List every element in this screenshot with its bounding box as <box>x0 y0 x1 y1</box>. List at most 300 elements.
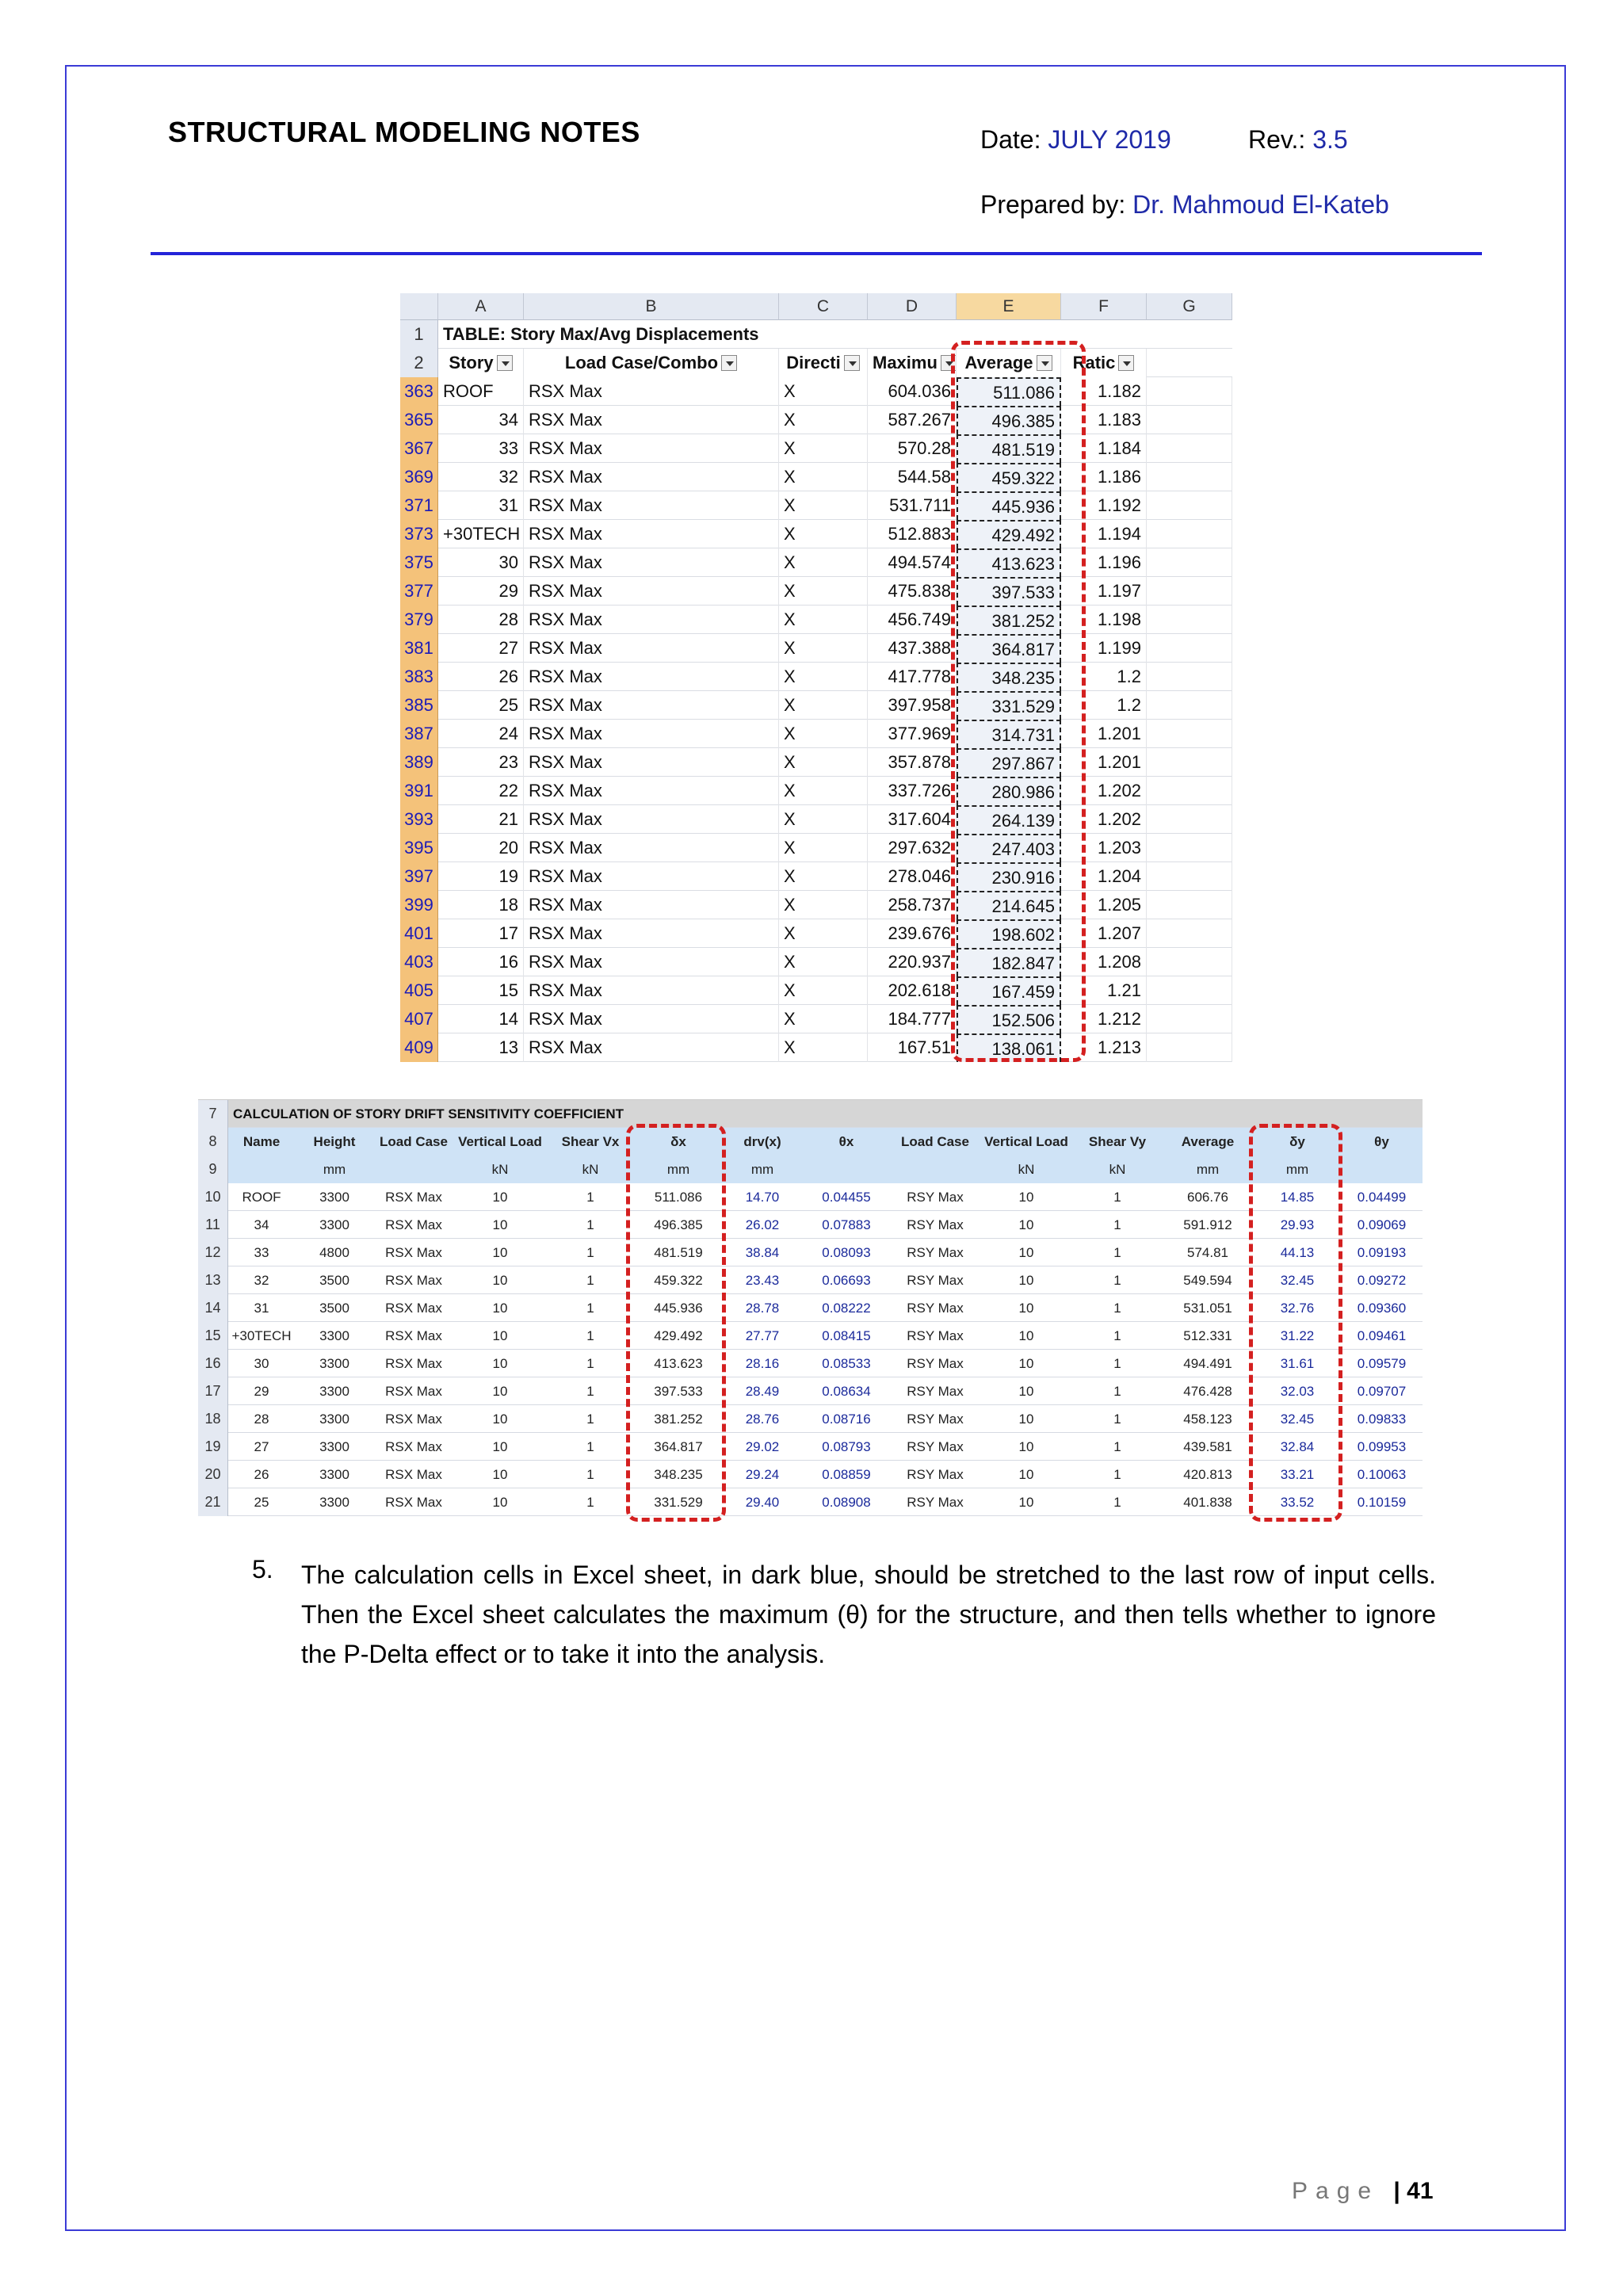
empty-cell <box>1147 720 1232 748</box>
row-number: 16 <box>198 1350 228 1377</box>
load-case-cell: RSX Max <box>524 748 779 777</box>
table-row <box>198 1433 1423 1461</box>
load-case-cell: RSX Max <box>524 720 779 748</box>
data-cell: 420.813 <box>1183 1467 1232 1482</box>
header-divider <box>151 252 1482 255</box>
empty-cell <box>1147 777 1232 805</box>
column-header: Load Case <box>374 1128 453 1156</box>
data-cell: 1 <box>1113 1467 1121 1482</box>
story-cell: 29 <box>438 577 524 606</box>
data-cell: 1 <box>586 1356 594 1371</box>
data-cell: 0.09360 <box>1357 1301 1407 1316</box>
row-number: 399 <box>400 891 438 919</box>
data-cell: 512.331 <box>1183 1328 1232 1343</box>
row-number: 14 <box>198 1294 228 1322</box>
filter-dropdown-icon[interactable] <box>844 355 860 371</box>
maximum-cell: 604.036 <box>868 377 957 406</box>
empty-cell <box>1147 748 1232 777</box>
data-cell: 549.594 <box>1183 1273 1232 1288</box>
average-cell: 459.322 <box>957 463 1061 491</box>
load-case-cell: RSX Max <box>524 520 779 548</box>
direction-cell: X <box>779 862 868 891</box>
data-cell: 10 <box>492 1495 508 1510</box>
story-cell: 28 <box>438 606 524 634</box>
table-row <box>198 1266 1423 1294</box>
row-number: 401 <box>400 919 438 948</box>
column-header: Shear Vy <box>1073 1128 1162 1156</box>
column-header-cell <box>868 349 957 377</box>
data-cell: ROOF <box>242 1190 281 1205</box>
data-cell: 23.43 <box>745 1273 780 1288</box>
data-cell: 10 <box>1018 1467 1034 1482</box>
direction-cell: X <box>779 663 868 691</box>
data-cell: 10 <box>492 1467 508 1482</box>
prepared-value: Dr. Mahmoud El-Kateb <box>1132 190 1389 219</box>
table-row <box>400 748 1232 777</box>
load-case-cell: RSX Max <box>524 862 779 891</box>
empty-cell <box>1147 548 1232 577</box>
empty-cell <box>1147 1033 1232 1062</box>
ratio-cell: 1.201 <box>1061 748 1147 777</box>
empty-cell <box>1147 434 1232 463</box>
table-row <box>400 691 1232 720</box>
row-number: 393 <box>400 805 438 834</box>
ratio-cell: 1.199 <box>1061 634 1147 663</box>
data-cell: RSX Max <box>385 1412 442 1427</box>
revision-line <box>1248 125 1348 155</box>
empty-cell <box>1147 663 1232 691</box>
data-cell: 3300 <box>319 1217 349 1232</box>
maximum-cell: 512.883 <box>868 520 957 548</box>
data-cell: RSX Max <box>385 1356 442 1371</box>
data-cell: 29 <box>254 1384 269 1399</box>
table-row <box>400 520 1232 548</box>
column-header: Height <box>295 1128 374 1156</box>
direction-cell: X <box>779 891 868 919</box>
unit-cell: mm <box>723 1156 802 1183</box>
filter-dropdown-icon[interactable] <box>497 355 513 371</box>
data-cell: 28.16 <box>745 1356 780 1371</box>
delta-y-column-highlight <box>1249 1124 1342 1522</box>
data-cell: 10 <box>1018 1495 1034 1510</box>
data-cell: 10 <box>492 1217 508 1232</box>
data-cell: 27 <box>254 1439 269 1454</box>
direction-cell: X <box>779 777 868 805</box>
average-cell: 280.986 <box>957 777 1061 805</box>
data-cell: 3500 <box>319 1273 349 1288</box>
load-case-cell: RSX Max <box>524 948 779 976</box>
ratio-cell: 1.205 <box>1061 891 1147 919</box>
data-cell: 10 <box>492 1356 508 1371</box>
table-row <box>400 720 1232 748</box>
data-cell: 494.491 <box>1183 1356 1232 1371</box>
table-row <box>400 634 1232 663</box>
data-cell: 429.492 <box>654 1328 703 1343</box>
empty-cell <box>1147 577 1232 606</box>
data-cell: 10 <box>492 1439 508 1454</box>
maximum-cell: 437.388 <box>868 634 957 663</box>
data-cell: RSY Max <box>907 1245 964 1260</box>
ratio-cell: 1.198 <box>1061 606 1147 634</box>
data-cell: 0.09707 <box>1357 1384 1407 1399</box>
header-label: Maximu <box>873 353 938 372</box>
data-cell: 381.252 <box>654 1412 703 1427</box>
header-row <box>400 349 1232 377</box>
data-cell: 0.08533 <box>822 1356 871 1371</box>
data-cell: 31.22 <box>1280 1328 1315 1343</box>
data-cell: 10 <box>1018 1273 1034 1288</box>
table-row <box>400 548 1232 577</box>
data-cell: 10 <box>1018 1301 1034 1316</box>
drift-coefficient-table-screenshot <box>198 1092 1423 1524</box>
data-cell: 10 <box>492 1245 508 1260</box>
data-cell: 0.09193 <box>1357 1245 1407 1260</box>
table-row <box>198 1322 1423 1350</box>
column-header-cell <box>438 349 524 377</box>
row-number: 367 <box>400 434 438 463</box>
data-cell: 32 <box>254 1273 269 1288</box>
data-cell: 10 <box>1018 1328 1034 1343</box>
data-cell: 28.78 <box>745 1301 780 1316</box>
data-cell: 10 <box>492 1384 508 1399</box>
data-cell: 10 <box>492 1412 508 1427</box>
ratio-cell: 1.197 <box>1061 577 1147 606</box>
column-header-c: C <box>779 293 868 320</box>
average-cell: 264.139 <box>957 805 1061 834</box>
maximum-cell: 297.632 <box>868 834 957 862</box>
data-cell: 3300 <box>319 1439 349 1454</box>
average-cell: 182.847 <box>957 948 1061 976</box>
data-cell: 28 <box>254 1412 269 1427</box>
maximum-cell: 397.958 <box>868 691 957 720</box>
direction-cell: X <box>779 1005 868 1033</box>
delta-x-column-highlight <box>626 1124 726 1522</box>
column-header: Average <box>1162 1128 1254 1156</box>
ratio-cell: 1.2 <box>1061 663 1147 691</box>
ratio-cell: 1.186 <box>1061 463 1147 491</box>
data-cell: 591.912 <box>1183 1217 1232 1232</box>
maximum-cell: 587.267 <box>868 406 957 434</box>
story-cell: 16 <box>438 948 524 976</box>
unit-cell: kN <box>453 1156 547 1183</box>
column-header-e: E <box>957 293 1061 320</box>
ratio-cell: 1.204 <box>1061 862 1147 891</box>
story-cell: 34 <box>438 406 524 434</box>
title-row <box>198 1100 1423 1128</box>
data-cell: RSY Max <box>907 1328 964 1343</box>
data-cell: 31 <box>254 1301 269 1316</box>
row-number: 377 <box>400 577 438 606</box>
data-cell: 0.04499 <box>1357 1190 1407 1205</box>
table-row <box>400 976 1232 1005</box>
data-cell: 331.529 <box>654 1495 703 1510</box>
load-case-cell: RSX Max <box>524 377 779 406</box>
maximum-cell: 258.737 <box>868 891 957 919</box>
table-row <box>198 1405 1423 1433</box>
data-cell: RSY Max <box>907 1273 964 1288</box>
data-cell: 0.08222 <box>822 1301 871 1316</box>
ratio-cell: 1.213 <box>1061 1033 1147 1062</box>
table-row <box>198 1183 1423 1211</box>
average-cell: 198.602 <box>957 919 1061 948</box>
data-cell: 574.81 <box>1187 1245 1228 1260</box>
row-number: 409 <box>400 1033 438 1062</box>
unit-cell <box>1341 1156 1423 1183</box>
data-cell: 28.76 <box>745 1412 780 1427</box>
data-cell: 0.07883 <box>822 1217 871 1232</box>
data-cell: 1 <box>1113 1356 1121 1371</box>
empty-cell <box>1147 520 1232 548</box>
data-cell: RSX Max <box>385 1467 442 1482</box>
data-cell: 1 <box>586 1245 594 1260</box>
empty-cell <box>1147 691 1232 720</box>
data-cell: 348.235 <box>654 1467 703 1482</box>
table-row <box>400 577 1232 606</box>
empty-cell <box>1147 634 1232 663</box>
data-cell: 3300 <box>319 1467 349 1482</box>
data-cell: 0.08793 <box>822 1439 871 1454</box>
row-number: 369 <box>400 463 438 491</box>
data-cell: 30 <box>254 1356 269 1371</box>
data-cell: 14.70 <box>745 1190 780 1205</box>
load-case-cell: RSX Max <box>524 434 779 463</box>
column-header-corner <box>400 293 438 320</box>
data-cell: 29.02 <box>745 1439 780 1454</box>
empty-cell <box>1147 406 1232 434</box>
filter-dropdown-icon[interactable] <box>721 355 737 371</box>
data-cell: 0.09069 <box>1357 1217 1407 1232</box>
ratio-cell: 1.196 <box>1061 548 1147 577</box>
direction-cell: X <box>779 1033 868 1062</box>
filter-dropdown-icon[interactable] <box>1118 355 1134 371</box>
data-cell: 34 <box>254 1217 269 1232</box>
data-cell: 32.45 <box>1280 1273 1315 1288</box>
header-label: Ratic <box>1072 353 1116 372</box>
data-cell: 0.04455 <box>822 1190 871 1205</box>
data-cell: 459.322 <box>654 1273 703 1288</box>
data-cell: 1 <box>586 1217 594 1232</box>
direction-cell: X <box>779 406 868 434</box>
average-column-highlight <box>951 341 1086 1062</box>
table-row <box>400 862 1232 891</box>
data-cell: 1 <box>1113 1217 1121 1232</box>
story-cell: 14 <box>438 1005 524 1033</box>
data-cell: 10 <box>1018 1412 1034 1427</box>
data-cell: 0.08093 <box>822 1245 871 1260</box>
load-case-cell: RSX Max <box>524 406 779 434</box>
row-number: 365 <box>400 406 438 434</box>
row-number: 371 <box>400 491 438 520</box>
data-cell: RSY Max <box>907 1301 964 1316</box>
data-cell: RSX Max <box>385 1190 442 1205</box>
data-cell: RSX Max <box>385 1495 442 1510</box>
empty-cell <box>1147 891 1232 919</box>
data-cell: 27.77 <box>745 1328 780 1343</box>
table-row <box>198 1488 1423 1516</box>
row-number: 17 <box>198 1377 228 1405</box>
ratio-cell: 1.201 <box>1061 720 1147 748</box>
data-cell: 26.02 <box>745 1217 780 1232</box>
data-cell: 0.09272 <box>1357 1273 1407 1288</box>
unit-cell: mm <box>1254 1156 1341 1183</box>
story-cell: 19 <box>438 862 524 891</box>
average-cell: 364.817 <box>957 634 1061 663</box>
column-header-a: A <box>438 293 524 320</box>
data-cell: 29.40 <box>745 1495 780 1510</box>
data-cell: 3300 <box>319 1356 349 1371</box>
ratio-cell: 1.208 <box>1061 948 1147 976</box>
data-cell: 1 <box>1113 1301 1121 1316</box>
story-cell: 22 <box>438 777 524 805</box>
direction-cell: X <box>779 463 868 491</box>
data-cell: 10 <box>1018 1245 1034 1260</box>
row-number: 21 <box>198 1488 228 1516</box>
load-case-cell: RSX Max <box>524 463 779 491</box>
date-value: JULY 2019 <box>1048 125 1171 154</box>
load-case-cell: RSX Max <box>524 834 779 862</box>
data-cell: 0.09579 <box>1357 1356 1407 1371</box>
empty-cell <box>1147 805 1232 834</box>
row-number: 18 <box>198 1405 228 1433</box>
row-number: 383 <box>400 663 438 691</box>
unit-cell <box>374 1156 453 1183</box>
data-cell: 3300 <box>319 1384 349 1399</box>
data-cell: 1 <box>1113 1190 1121 1205</box>
data-cell: RSX Max <box>385 1439 442 1454</box>
direction-cell: X <box>779 834 868 862</box>
explanation-paragraph: The calculation cells in Excel sheet, in dark blue, should be stretched to the last row of input cells. Then the Excel sheet calculates the maximum (θ) for the structure, and then tells whether to ignore the P-Delta effect or to take it into the analysis. <box>301 1561 1436 1668</box>
table-row <box>400 406 1232 434</box>
direction-cell: X <box>779 434 868 463</box>
data-cell: 32.45 <box>1280 1412 1315 1427</box>
row-number: 1 <box>400 320 438 349</box>
data-cell: RSX Max <box>385 1217 442 1232</box>
direction-cell: X <box>779 720 868 748</box>
empty-cell <box>1147 1005 1232 1033</box>
table-row <box>198 1350 1423 1377</box>
load-case-cell: RSX Max <box>524 577 779 606</box>
data-cell: 401.838 <box>1183 1495 1232 1510</box>
data-cell: 0.09833 <box>1357 1412 1407 1427</box>
data-cell: 481.519 <box>654 1245 703 1260</box>
ratio-cell: 1.184 <box>1061 434 1147 463</box>
data-cell: 4800 <box>319 1245 349 1260</box>
average-cell: 511.086 <box>957 377 1061 406</box>
data-cell: 0.08716 <box>822 1412 871 1427</box>
story-cell: 26 <box>438 663 524 691</box>
header-label: Average <box>964 353 1033 372</box>
table-row <box>400 606 1232 634</box>
load-case-cell: RSX Max <box>524 606 779 634</box>
data-cell: 1 <box>1113 1412 1121 1427</box>
ratio-cell: 1.183 <box>1061 406 1147 434</box>
header-label: Story <box>449 353 494 372</box>
date-line <box>980 125 1171 155</box>
data-cell: 0.08908 <box>822 1495 871 1510</box>
data-cell: 44.13 <box>1280 1245 1315 1260</box>
load-case-cell: RSX Max <box>524 805 779 834</box>
average-cell: 481.519 <box>957 434 1061 463</box>
direction-cell: X <box>779 606 868 634</box>
prepared-label: Prepared by: <box>980 190 1126 219</box>
average-cell: 230.916 <box>957 862 1061 891</box>
ratio-cell: 1.207 <box>1061 919 1147 948</box>
load-case-cell: RSX Max <box>524 548 779 577</box>
load-case-cell: RSX Max <box>524 919 779 948</box>
load-case-cell: RSX Max <box>524 491 779 520</box>
average-cell: 152.506 <box>957 1005 1061 1033</box>
data-cell: 1 <box>1113 1384 1121 1399</box>
data-cell: RSY Max <box>907 1495 964 1510</box>
data-cell: 26 <box>254 1467 269 1482</box>
displacement-table-screenshot <box>400 293 1232 1066</box>
empty-cell <box>1147 862 1232 891</box>
row-number: 20 <box>198 1461 228 1488</box>
direction-cell: X <box>779 805 868 834</box>
row-number: 375 <box>400 548 438 577</box>
direction-cell: X <box>779 691 868 720</box>
table-row <box>400 1005 1232 1033</box>
average-cell: 413.623 <box>957 548 1061 577</box>
ratio-cell: 1.182 <box>1061 377 1147 406</box>
rev-label: Rev.: <box>1248 125 1306 154</box>
data-cell: 0.06693 <box>822 1273 871 1288</box>
table-row <box>400 919 1232 948</box>
direction-cell: X <box>779 577 868 606</box>
column-header: Shear Vx <box>547 1128 634 1156</box>
story-cell: 21 <box>438 805 524 834</box>
data-cell: 10 <box>1018 1190 1034 1205</box>
data-cell: 0.10159 <box>1357 1495 1407 1510</box>
load-case-cell: RSX Max <box>524 1033 779 1062</box>
row-number: 8 <box>198 1128 228 1156</box>
average-cell: 496.385 <box>957 406 1061 434</box>
data-cell: 531.051 <box>1183 1301 1232 1316</box>
data-cell: 1 <box>586 1273 594 1288</box>
average-cell: 167.459 <box>957 976 1061 1005</box>
data-cell: RSY Max <box>907 1217 964 1232</box>
table-row <box>198 1294 1423 1322</box>
row-number: 10 <box>198 1183 228 1211</box>
load-case-cell: RSX Max <box>524 691 779 720</box>
data-cell: 476.428 <box>1183 1384 1232 1399</box>
data-cell: 0.08859 <box>822 1467 871 1482</box>
data-cell: 458.123 <box>1183 1412 1232 1427</box>
empty-cell <box>1147 463 1232 491</box>
data-cell: 10 <box>1018 1384 1034 1399</box>
data-cell: RSX Max <box>385 1245 442 1260</box>
story-cell: 18 <box>438 891 524 919</box>
direction-cell: X <box>779 919 868 948</box>
data-cell: 1 <box>586 1190 594 1205</box>
maximum-cell: 494.574 <box>868 548 957 577</box>
header-label: Directi <box>786 353 841 372</box>
data-cell: 0.09461 <box>1357 1328 1407 1343</box>
data-cell: RSX Max <box>385 1384 442 1399</box>
row-number: 15 <box>198 1322 228 1350</box>
data-cell: 10 <box>1018 1217 1034 1232</box>
column-header-d: D <box>868 293 957 320</box>
data-cell: 1 <box>1113 1245 1121 1260</box>
direction-cell: X <box>779 634 868 663</box>
table-row <box>400 834 1232 862</box>
ratio-cell: 1.202 <box>1061 777 1147 805</box>
average-cell: 138.061 <box>957 1033 1061 1062</box>
story-cell: 17 <box>438 919 524 948</box>
row-number: 387 <box>400 720 438 748</box>
prepared-by-line <box>980 190 1389 220</box>
document-title: STRUCTURAL MODELING NOTES <box>168 116 640 148</box>
